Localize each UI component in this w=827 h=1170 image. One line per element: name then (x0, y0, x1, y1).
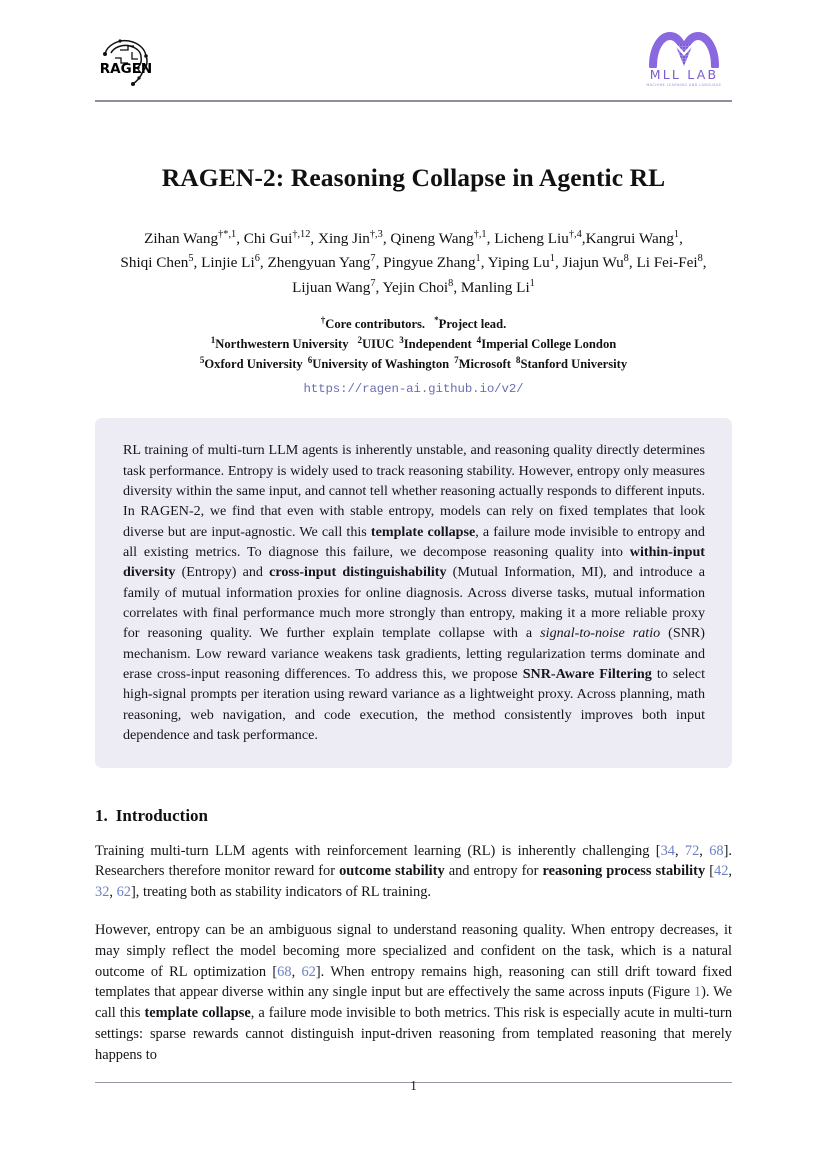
project-url-link[interactable]: https://ragen-ai.github.io/v2/ (303, 382, 524, 397)
affiliation-line-2: $^5$Oxford University $^6$University of Washington $^7$Microsoft $^8$Stanford University (199, 355, 628, 372)
paper-page (95, 0, 732, 1170)
contributor-note: †Core contributors. *Project lead. (320, 315, 507, 332)
mll-lab-wordmark: MLL LAB (649, 67, 719, 82)
affiliation-line-1: $^1$Northwestern University $^2$UIUC $^3$Independent $^4$Imperial College London (210, 335, 617, 352)
page-number: 1 (410, 1078, 417, 1093)
intro-paragraph-2: However, entropy can be an ambiguous signal to understand reasoning quality. When entropy decreases, it may simply reflect the model becoming more specialized and confident on the task, which is a natural outcome of RL optimization [68, 62]. When entropy remains high, reasoning can still drift toward fixed templates that appear diverse within any single input but are effectively the same across inputs (Figure 1). We call this template collapse, a failure mode invisible to both metrics. This risk is especially acute in multi-turn settings: sparse rewards cannot distinguish input-driven reasoning from templated reasoning that merely happens to (95, 921, 733, 1063)
author-line-3: Lijuan Wang$^7$, Yejin Choi$^8$, Manling Li$^1$ (292, 277, 535, 296)
mll-lab-tagline: MACHINE LEARNING AND LANGUAGE (646, 82, 722, 87)
author-line-2: Shiqi Chen$^5$, Linjie Li$^6$, Zhengyuan Yang$^7$, Pingyue Zhang$^1$, Yiping Lu$^1$, Jiajun Wu$^8$, Li Fei-Fei$^8$, (120, 253, 707, 272)
mll-lab-mark-icon (644, 32, 724, 68)
ragen-logo (95, 32, 157, 92)
abstract-text: RL training of multi-turn LLM agents is inherently unstable, and reasoning quality directly determines task performance. Entropy is widely used to track reasoning stability. However, entropy only measures diversity within the same input, and cannot tell whether reasoning actually responds to different inputs. In RAGEN-2, we find that even with stable entropy, models can rely on fixed templates that look diverse but are input-agnostic. We call this template collapse, a failure mode invisible to entropy and all existing metrics. To diagnose this failure, we decompose reasoning quality into within-input diversity (Entropy) and cross-input distinguishability (Mutual Information, MI), and introduce a family of mutual information proxies for online diagnosis. Across diverse tasks, mutual information correlates with final performance much more strongly than entropy, making it a more reliable proxy for reasoning quality. We further explain template collapse with a signal-to-noise ratio (SNR) mechanism. Low reward variance weakens task gradients, letting regularization terms dominate and erase cross-input reasoning differences. To address this, we propose SNR-Aware Filtering to select high-signal prompts per iteration using reward variance as a lightweight proxy. Across planning, math reasoning, web navigation, and code execution, the method consistently improves both input dependence and task performance. (123, 442, 705, 744)
affiliation-block (95, 315, 732, 375)
author-line-1: Zihan Wang$^{\dagger*,1}$, Chi Gui$^{\dagger,12}$, Xing Jin$^{\dagger,3}$, Qineng Wang$^{\dagger,1}$, Licheng Liu$^{\dagger,4}$,Kangrui Wang$^1$, (144, 228, 683, 247)
mll-lab-logo (636, 32, 732, 88)
author-list (95, 227, 732, 301)
intro-paragraph-1: Training multi-turn LLM agents with reinforcement learning (RL) is inherently challenging [34, 72, 68]. Researchers therefore monitor reward for outcome stability and entropy for reasoning process stability [42, 32, 62], treating both as stability indicators of RL training. (95, 842, 733, 901)
section-title: Introduction (115, 805, 209, 825)
arxiv-stamp (0, 0, 74, 1170)
section-number: 1. (95, 805, 108, 825)
abstract-box (95, 418, 732, 767)
header-divider (95, 100, 732, 102)
page-header (95, 32, 732, 94)
ragen-logo-wordmark: RAGEN (99, 61, 153, 77)
section-heading-introduction (95, 806, 732, 826)
page-title: RAGEN-2: Reasoning Collapse in Agentic RL (161, 162, 666, 192)
ragen-logo-icon (95, 32, 157, 90)
